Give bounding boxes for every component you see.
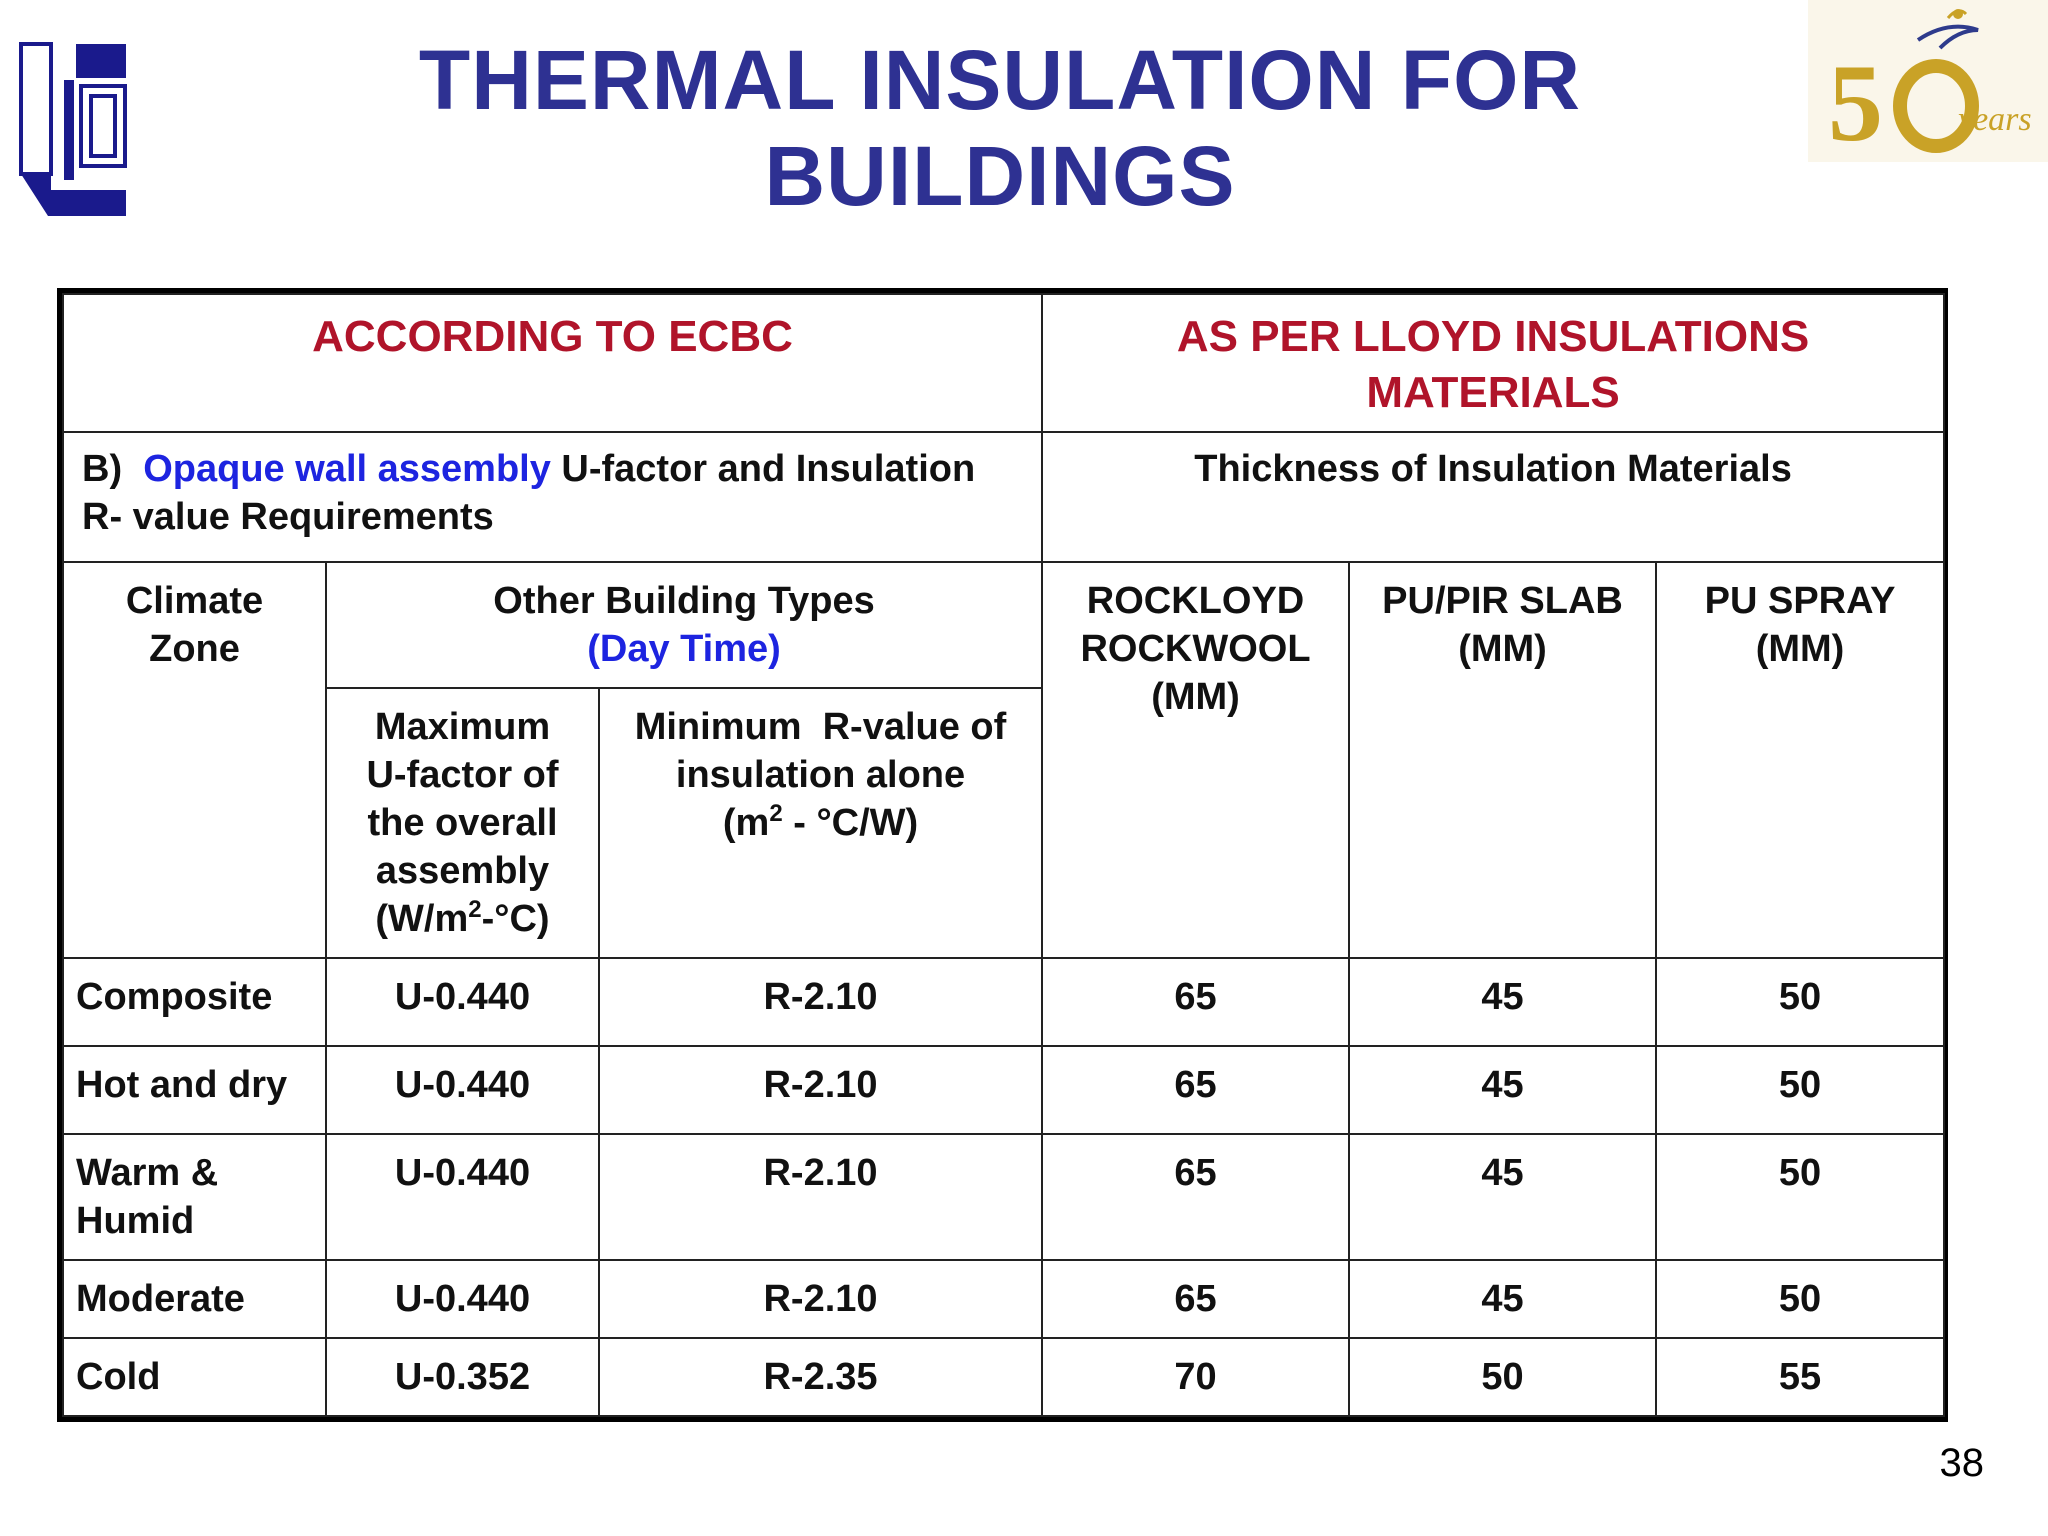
col-min-r-unit-b: - °C/W): [782, 802, 919, 844]
table-row: [63, 958, 1944, 1046]
table-subheader-row: [63, 432, 1944, 562]
col-min-r-value: [599, 688, 1042, 958]
col-min-r-unit-sup: 2: [769, 800, 783, 827]
anniversary-logo-icon: [1808, 0, 2048, 162]
row-puspray: 50: [1656, 1260, 1944, 1338]
row-puspray: 50: [1656, 958, 1944, 1046]
table-row: [63, 1134, 1944, 1260]
row-r-value: R-2.35: [599, 1338, 1042, 1416]
row-u-factor: U-0.440: [326, 958, 599, 1046]
row-pupir: 50: [1349, 1338, 1656, 1416]
col-rockloyd: [1042, 562, 1349, 958]
row-rockwool: 65: [1042, 958, 1349, 1046]
row-pupir: 45: [1349, 1260, 1656, 1338]
header-ecbc: ACCORDING TO ECBC: [63, 294, 1042, 432]
col-max-u-unit-b: -°C): [481, 898, 550, 940]
table-header-row: [63, 294, 1944, 432]
col-pupir-line-2: (MM): [1458, 628, 1547, 670]
col-max-u-factor: [326, 688, 599, 958]
col-max-u-unit-a: (W/m: [375, 898, 469, 940]
requirement-description: [63, 432, 1042, 562]
page-title: [300, 32, 1700, 224]
col-climate-line-2: Zone: [149, 628, 240, 670]
col-max-u-unit-sup: 2: [468, 896, 482, 923]
col-puspray-line-1: PU SPRAY: [1704, 580, 1896, 622]
table-row: [63, 1260, 1944, 1338]
col-min-r-line-1: Minimum R-value of: [634, 706, 1007, 748]
col-puspray: [1656, 562, 1944, 958]
row-r-value: R-2.10: [599, 1046, 1042, 1134]
col-max-u-unit: [335, 895, 590, 943]
col-pupir: [1349, 562, 1656, 958]
insulation-table: [57, 288, 1948, 1422]
col-rockloyd-line-2: ROCKWOOL: [1080, 628, 1311, 670]
col-rockloyd-line-3: (MM): [1151, 676, 1240, 718]
header-lloyd-line-1: AS PER LLOYD INSULATIONS: [1176, 312, 1810, 361]
page-number: 38: [1939, 1441, 1984, 1485]
row-u-factor: U-0.440: [326, 1134, 599, 1260]
row-u-factor: U-0.352: [326, 1338, 599, 1416]
row-pupir: 45: [1349, 1046, 1656, 1134]
col-day-time-label: (Day Time): [587, 628, 781, 670]
table-row: [63, 1046, 1944, 1134]
row-rockwool: 65: [1042, 1046, 1349, 1134]
row-puspray: 50: [1656, 1134, 1944, 1260]
header-lloyd-line-2: MATERIALS: [1366, 368, 1620, 417]
row-pupir: 45: [1349, 958, 1656, 1046]
col-other-building-label: Other Building Types: [493, 580, 875, 622]
row-rockwool: 65: [1042, 1134, 1349, 1260]
col-pupir-line-1: PU/PIR SLAB: [1382, 580, 1623, 622]
svg-text:5: 5: [1828, 42, 1883, 162]
row-zone: Hot and dry: [63, 1046, 326, 1134]
column-header-row: [63, 562, 1944, 688]
row-rockwool: 70: [1042, 1338, 1349, 1416]
company-logo-icon: [18, 40, 132, 220]
col-climate-zone: [63, 562, 326, 958]
col-other-building-types: [326, 562, 1042, 688]
col-puspray-line-2: (MM): [1755, 628, 1845, 670]
col-climate-line-1: Climate: [125, 580, 264, 622]
requirement-rest: U-factor and Insulation R- value Requirements: [82, 448, 976, 538]
row-rockwool: 65: [1042, 1260, 1349, 1338]
col-max-u-line-4: assembly: [375, 850, 550, 892]
title-line-1: THERMAL INSULATION FOR: [418, 33, 1582, 127]
thickness-header: Thickness of Insulation Materials: [1042, 432, 1944, 562]
row-u-factor: U-0.440: [326, 1046, 599, 1134]
row-zone: Warm & Humid: [63, 1134, 326, 1260]
row-r-value: R-2.10: [599, 1134, 1042, 1260]
row-r-value: R-2.10: [599, 958, 1042, 1046]
logo-years-text: years: [1958, 101, 2032, 138]
col-min-r-unit: [608, 799, 1033, 847]
row-pupir: 45: [1349, 1134, 1656, 1260]
title-line-2: BUILDINGS: [764, 129, 1236, 223]
row-zone: Composite: [63, 958, 326, 1046]
row-r-value: R-2.10: [599, 1260, 1042, 1338]
col-max-u-line-3: the overall: [367, 802, 558, 844]
row-puspray: 55: [1656, 1338, 1944, 1416]
table-row: [63, 1338, 1944, 1416]
header-lloyd: [1042, 294, 1944, 432]
col-min-r-line-2: insulation alone: [675, 754, 966, 796]
requirement-prefix: B): [82, 448, 123, 490]
col-max-u-line-1: Maximum: [374, 706, 551, 748]
row-u-factor: U-0.440: [326, 1260, 599, 1338]
row-puspray: 50: [1656, 1046, 1944, 1134]
requirement-highlight: Opaque wall assembly: [143, 448, 551, 490]
col-max-u-line-2: U-factor of: [366, 754, 559, 796]
row-zone: Cold: [63, 1338, 326, 1416]
col-rockloyd-line-1: ROCKLOYD: [1086, 580, 1305, 622]
row-zone: Moderate: [63, 1260, 326, 1338]
col-min-r-unit-a: (m: [722, 802, 770, 844]
